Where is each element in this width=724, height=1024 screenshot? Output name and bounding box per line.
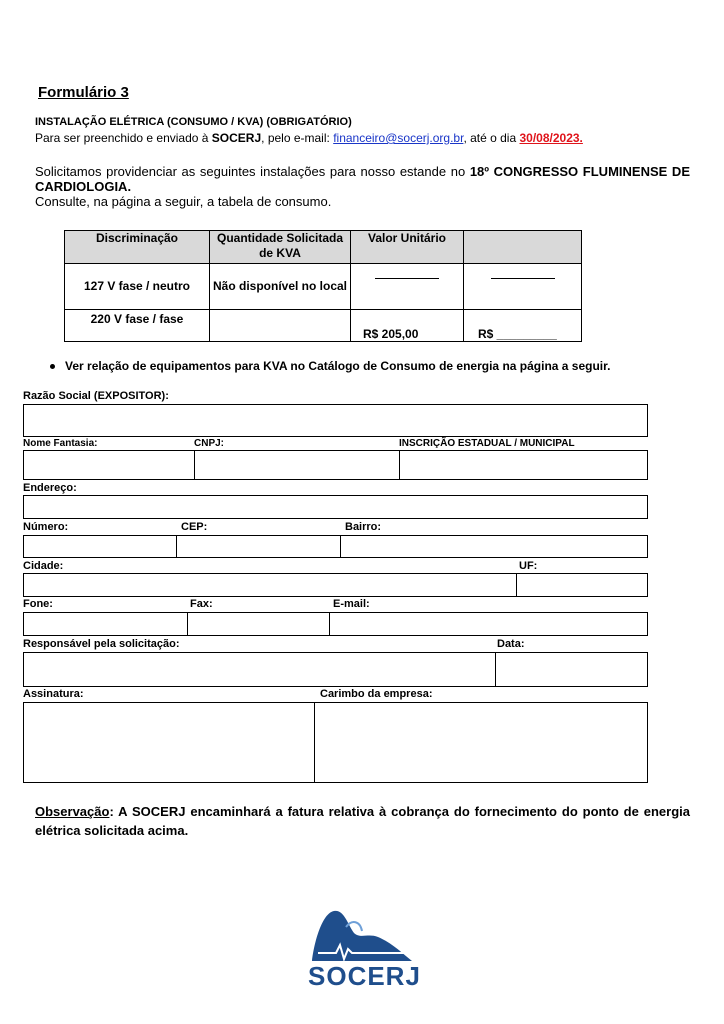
observation (35, 802, 690, 840)
instr-post: , até o dia (463, 131, 520, 145)
label-cidade: Cidade: (23, 560, 64, 572)
bullet-text: Ver relação de equipamentos para KVA no Catálogo de Consumo de energia na página a seguir. (65, 359, 611, 373)
intro-text: Solicitamos providenciar as seguintes instalações para nosso estande no (35, 164, 470, 179)
label-assinatura: Assinatura: (23, 688, 84, 700)
razao-field[interactable] (23, 404, 648, 437)
label-numero: Número: (23, 521, 69, 533)
inscricao-field[interactable] (399, 450, 648, 480)
row2-total[interactable]: R$ _________ (464, 310, 582, 342)
col-header-total (464, 231, 582, 264)
label-responsavel: Responsável pela solicitação: (23, 638, 180, 650)
logo-text: SOCERJ (308, 961, 421, 991)
label-fax: Fax: (190, 598, 213, 610)
intro-paragraph (35, 164, 690, 209)
label-razao: Razão Social (EXPOSITOR): (23, 390, 169, 402)
fantasia-field[interactable] (23, 450, 195, 480)
bullet-icon (50, 364, 55, 369)
intro-line2: Consulte, na página a seguir, a tabela de consumo. (35, 194, 332, 209)
label-fantasia: Nome Fantasia: (23, 438, 98, 449)
row2-qty[interactable] (210, 310, 351, 342)
label-inscricao: INSCRIÇÃO ESTADUAL / MUNICIPAL (399, 438, 575, 449)
row2-disc: 220 V fase / fase (65, 310, 210, 342)
uf-field[interactable] (516, 573, 648, 597)
form-title: Formulário 3 (38, 84, 129, 101)
fax-field[interactable] (187, 612, 330, 636)
instructions (35, 131, 583, 145)
cep-field[interactable] (176, 535, 341, 558)
row2-unit: R$ 205,00 (351, 310, 464, 342)
obs-text: : A SOCERJ encaminhará a fatura relativa à cobrança do fornecimento do ponto de energia elétrica solicitada acima. (35, 804, 690, 838)
responsavel-field[interactable] (23, 652, 496, 687)
label-uf: UF: (519, 560, 538, 572)
col-header-unit: Valor Unitário (351, 231, 464, 264)
logo-mountain-icon (302, 903, 422, 965)
cnpj-field[interactable] (194, 450, 400, 480)
row1-unit[interactable] (351, 264, 464, 310)
assinatura-field[interactable] (23, 702, 315, 783)
label-endereco: Endereço: (23, 482, 77, 494)
section-heading: INSTALAÇÃO ELÉTRICA (CONSUMO / KVA) (OBRIGATÓRIO) (35, 116, 352, 128)
col-header-qty: Quantidade Solicitada de KVA (210, 231, 351, 264)
label-bairro: Bairro: (345, 521, 382, 533)
fone-field[interactable] (23, 612, 188, 636)
label-carimbo: Carimbo da empresa: (320, 688, 433, 700)
label-data: Data: (497, 638, 525, 650)
col-header-disc: Discriminação (65, 231, 210, 264)
socerj-logo (302, 903, 422, 993)
label-fone: Fone: (23, 598, 53, 610)
instr-pre: Para ser preenchido e enviado à (35, 131, 212, 145)
kva-table (64, 230, 582, 342)
label-cep: CEP: (181, 521, 208, 533)
row1-disc: 127 V fase / neutro (65, 264, 210, 310)
carimbo-field[interactable] (314, 702, 648, 783)
endereco-field[interactable] (23, 495, 648, 519)
label-email: E-mail: (333, 598, 370, 610)
data-field[interactable] (495, 652, 648, 687)
email-link[interactable]: financeiro@socerj.org.br (333, 131, 464, 145)
cidade-field[interactable] (23, 573, 517, 597)
row1-total[interactable] (464, 264, 582, 310)
event-name: 18º CONGRESSO FLUMINENSE DE CARDIOLOGIA. (35, 164, 690, 194)
deadline-date: 30/08/2023. (519, 131, 583, 145)
label-cnpj: CNPJ: (194, 438, 225, 449)
instr-mid: , pelo e-mail: (261, 131, 334, 145)
row1-unit-line (375, 266, 439, 279)
instr-org: SOCERJ (211, 131, 262, 145)
bairro-field[interactable] (340, 535, 648, 558)
obs-label: Observação (35, 804, 110, 819)
numero-field[interactable] (23, 535, 177, 558)
row1-total-line (491, 266, 555, 279)
row1-qty: Não disponível no local (210, 264, 351, 310)
bullet-note (50, 359, 610, 373)
email-field[interactable] (329, 612, 648, 636)
